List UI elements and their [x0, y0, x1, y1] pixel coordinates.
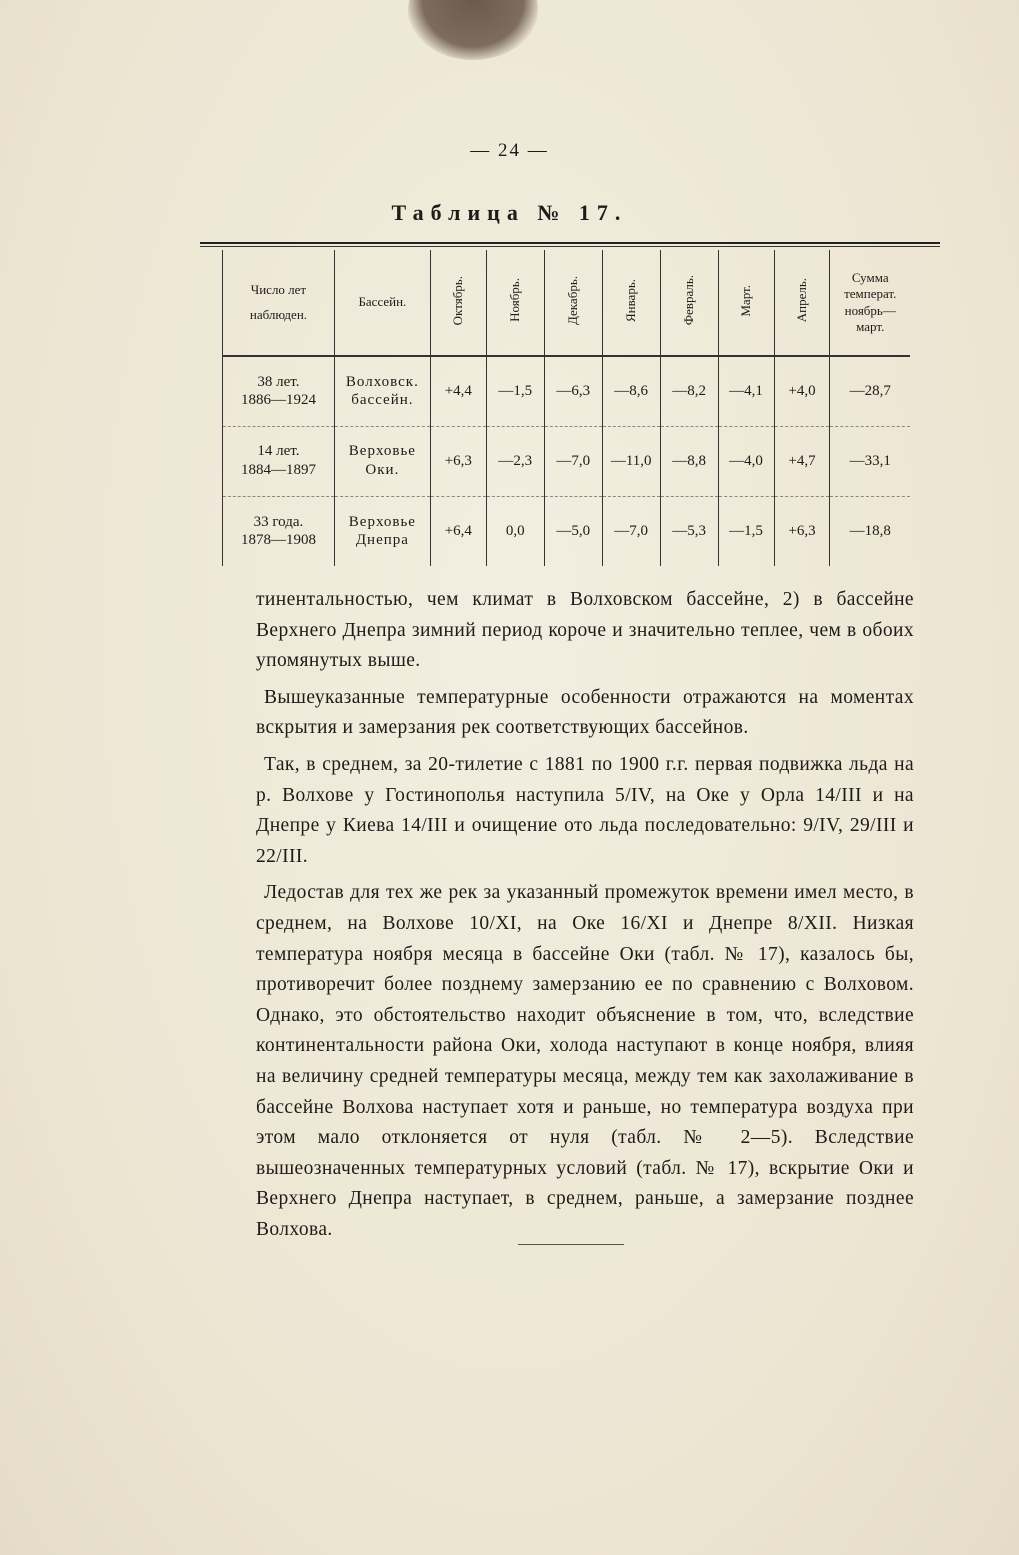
header-month: [430, 250, 486, 356]
row-basin-line2: Днепра: [355, 532, 409, 549]
header-years: [223, 250, 335, 356]
header-february: Февраль.: [680, 275, 696, 326]
row-years-cell: [223, 426, 335, 496]
table-row: [223, 496, 911, 566]
table-header-row: [223, 250, 911, 356]
value-february: —8,2: [660, 356, 718, 426]
table-top-rule-thin: [200, 246, 940, 247]
value-sum: —18,8: [830, 496, 910, 566]
header-basin: Бассейн.: [334, 250, 430, 356]
ink-blot: [408, 0, 538, 60]
value-january: —11,0: [602, 426, 660, 496]
table-title: Таблица № 17.: [391, 200, 628, 225]
header-years-line2: наблюден.: [249, 306, 308, 322]
table-top-rule: [200, 242, 940, 244]
paragraph: Вышеуказанные температурные особенности отражаются на моментах вскрытия и замерзания рек соответствующих бассейнов.: [256, 686, 914, 739]
value-november: 0,0: [486, 496, 544, 566]
header-january: Январь.: [623, 278, 639, 322]
header-month: [660, 250, 718, 356]
value-april: +4,0: [774, 356, 830, 426]
table-row: [223, 426, 911, 496]
value-march: —4,1: [718, 356, 774, 426]
row-basin-line2: Оки.: [365, 462, 400, 478]
row-basin-cell: [334, 356, 430, 426]
header-october: Октябрь.: [450, 275, 466, 326]
value-november: —1,5: [486, 356, 544, 426]
value-april: +6,3: [774, 496, 830, 566]
header-sum-line4: март.: [856, 318, 885, 334]
value-january: —8,6: [602, 356, 660, 426]
value-october: +4,4: [430, 356, 486, 426]
value-march: —1,5: [718, 496, 774, 566]
row-basin-cell: [334, 496, 430, 566]
row-years-cell: [223, 356, 335, 426]
value-march: —4,0: [718, 426, 774, 496]
value-october: +6,3: [430, 426, 486, 496]
row-years-cell: [223, 496, 335, 566]
paragraph: Ледостав для тех же рек за указанный промежуток времени имел место, в среднем, на Волхове 10/XI, на Оке 16/XI и Днепре 8/XII. Низкая температура ноября месяца в бассейне Оки (табл. № 17), казалось бы, противоречит более позднему замерзанию ее по сравнению с Волховом. Однако, это обстоятельство находит объяснение в том, что, вследствие континентальности района Оки, холода наступают в конце ноября, влияя на величину средней температуры месяца, между тем как захолаживание в бассейне Волхова наступает хотя и раньше, но температура воздуха при этом мало отклоняется от нуля (табл. № 2—5). Вследствие вышеозначенных температурных условий (табл. № 17), вскрытие Оки и Верхнего Днепра наступает, в среднем, раньше, а замерзание позднее Волхова.: [256, 882, 914, 1240]
header-month: [774, 250, 830, 356]
header-april: Апрель.: [793, 278, 809, 323]
row-basin-line1: Верховье: [348, 443, 416, 460]
value-april: +4,7: [774, 426, 830, 496]
header-years-line1: Число лет: [250, 282, 307, 298]
value-sum: —33,1: [830, 426, 910, 496]
paragraph-continuation: тинентальностью, чем климат в Волховском бассейне, 2) в бассейне Верхнего Днепра зимний период короче и значительно теплее, чем в обоих упомянутых выше.: [256, 589, 914, 672]
row-period: 1884—1897: [240, 462, 316, 478]
end-rule: [518, 1244, 624, 1245]
temperature-table: [222, 250, 910, 566]
header-month: [602, 250, 660, 356]
body-text: [256, 585, 914, 1245]
header-sum-line1: Сумма: [851, 270, 889, 285]
row-basin-line1: Волховск.: [345, 373, 419, 390]
header-december: Декабрь.: [565, 275, 581, 325]
value-december: —5,0: [544, 496, 602, 566]
value-october: +6,4: [430, 496, 486, 566]
header-month: [544, 250, 602, 356]
row-basin-line1: Верховье: [348, 513, 416, 530]
value-february: —8,8: [660, 426, 718, 496]
row-basin-line2: бассейн.: [351, 392, 414, 409]
table-row: [223, 356, 911, 426]
header-sum: [830, 250, 910, 356]
header-november: Ноябрь.: [507, 278, 523, 323]
header-sum-line3: ноябрь—: [844, 302, 896, 318]
row-period: 1886—1924: [240, 392, 316, 409]
row-basin-cell: [334, 426, 430, 496]
row-years: 33 года.: [253, 513, 304, 530]
paragraph: Так, в среднем, за 20-тилетие с 1881 по 1900 г.г. первая подвижка льда на р. Волхове у Гостинополья наступила 5/IV, на Оке у Орла 14/III и на Днепре у Киева 14/III и очищение ото льда последовательно: 9/IV, 29/III и 22/III.: [256, 753, 914, 867]
value-february: —5,3: [660, 496, 718, 566]
value-sum: —28,7: [830, 356, 910, 426]
page-number: — 24 —: [470, 140, 549, 161]
header-month: [486, 250, 544, 356]
header-march: Март.: [737, 284, 753, 317]
row-years: 38 лет.: [257, 373, 300, 390]
row-period: 1878—1908: [240, 532, 316, 549]
value-november: —2,3: [486, 426, 544, 496]
value-december: —6,3: [544, 356, 602, 426]
value-december: —7,0: [544, 426, 602, 496]
row-years: 14 лет.: [257, 443, 300, 460]
value-january: —7,0: [602, 496, 660, 566]
header-sum-line2: температ.: [844, 286, 897, 302]
header-month: [718, 250, 774, 356]
